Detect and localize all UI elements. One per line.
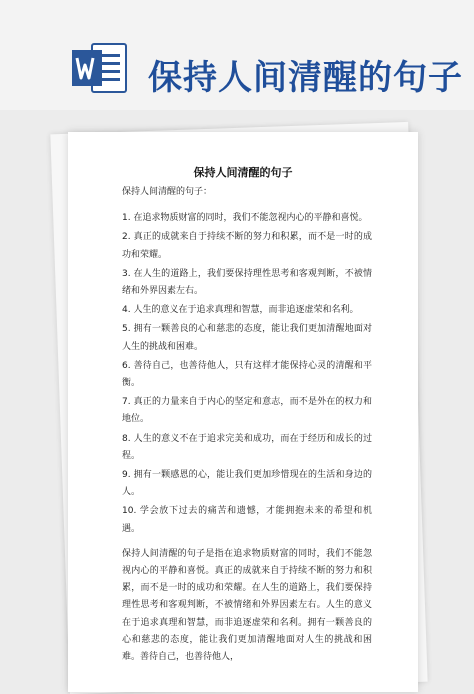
list-item: 4. 人生的意义在于追求真理和智慧，而非追逐虚荣和名利。 bbox=[122, 305, 359, 316]
document-page bbox=[68, 132, 418, 692]
header-banner bbox=[0, 0, 474, 110]
list-item: 9. 拥有一颗感恩的心，能让我们更加珍惜现在的生活和身边的人。 bbox=[122, 470, 372, 498]
list-item: 10. 学会放下过去的痛苦和遗憾，才能拥抱未来的希望和机遇。 bbox=[122, 506, 372, 534]
list-item: 6. 善待自己，也善待他人，只有这样才能保持心灵的清醒和平衡。 bbox=[122, 360, 372, 389]
list-item: 7. 真正的力量来自于内心的坚定和意志，而不是外在的权力和地位。 bbox=[122, 397, 372, 425]
list-item: 8. 人生的意义不在于追求完美和成功，而在于经历和成长的过程。 bbox=[122, 433, 372, 461]
document-body bbox=[122, 184, 372, 666]
word-document-icon bbox=[70, 38, 130, 98]
list-item: 3. 在人生的道路上，我们要保持理性思考和客观判断，不被情绪和外界因素左右。 bbox=[122, 268, 372, 297]
intro-line: 保持人间清醒的句子： bbox=[122, 187, 213, 197]
list-item: 5. 拥有一颗善良的心和慈悲的态度，能让我们更加清醒地面对人生的挑战和困难。 bbox=[122, 324, 372, 352]
summary-paragraph: 保持人间清醒的句子是指在追求物质财富的同时，我们不能忽视内心的平静和喜悦。真正的成就来自于持续不断的努力和积累，而不是一时的成功和荣耀。在人生的道路上，我们要保持理性思考和客观判断，不被情绪和外界因素左右。人生的意义在于追求真理和智慧，而非追逐虚荣和名利。拥有一颗善良的心和慈悲的态度，能让我们更加清醒地面对人生的挑战和困难。善待自己，也善待他人， bbox=[122, 548, 372, 663]
list-item: 2. 真正的成就来自于持续不断的努力和积累，而不是一时的成功和荣耀。 bbox=[122, 232, 372, 260]
banner-title: 保持人间清醒的句子 bbox=[148, 58, 463, 98]
document-title: 保持人间清醒的句子 bbox=[193, 166, 293, 179]
list-item: 1. 在追求物质财富的同时，我们不能忽视内心的平静和喜悦。 bbox=[122, 213, 368, 224]
quote-list bbox=[122, 210, 372, 538]
